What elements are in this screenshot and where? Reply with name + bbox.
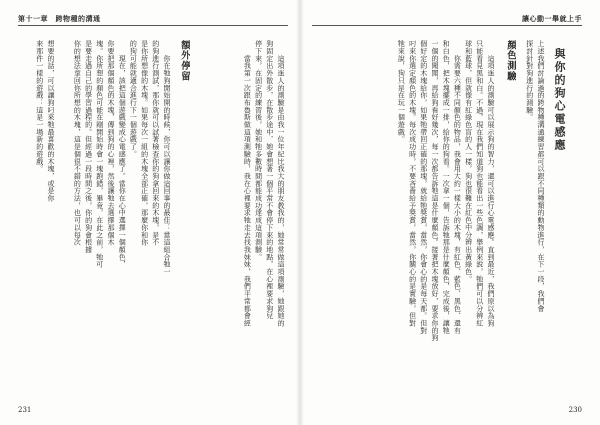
body-line: 是要走過自己的學習過程的。但經過一段時間之後，你的狗會根據 [84, 40, 93, 254]
intro-line: 探討針對狗進行的測驗。 [525, 40, 534, 121]
right-page-number: 230 [568, 406, 582, 414]
right-intro-block [522, 40, 546, 380]
body-line: 現在，該把這個遊戲變成心電感應了。當你在心中選擇一個顏色， [118, 40, 127, 268]
left-header-rule [18, 25, 288, 26]
body-line: 想要的話，可以讓狗叼來牠最喜歡的木塊，或是你 [47, 40, 55, 202]
body-line: 的狗可能就適合進行下一個遊戲了。 [129, 40, 138, 158]
left-running-header: 第十一章 跨物種的溝通 [18, 14, 101, 23]
body-line: 這項迷人的測驗是由我一位年紀比我大的朋友教我的，她常常做這項測驗，她跟她的 [277, 40, 285, 327]
body-line: 你要把那個顏色的木塊，傳到狗的心裡，然後讓牠去選擇那個木 [106, 40, 115, 246]
body-line: 一個的聞聞，再給狗看好幾次，每一次都告訴牠這是什麼顏色。接著把木塊放好，要求你的狗 [430, 40, 439, 342]
body-line: 來那件一樣的遊戲：這是一場新的遊戲。 [35, 40, 44, 173]
right-header-rule [312, 25, 582, 26]
body-line: 你的想法拿回你所想的木塊，這是個很不錯的方法，也可以每次 [73, 40, 82, 246]
body-line: 叼來你選定顏色的木塊。每次成功時，不要吝嗇給予獎賞，當然，你關心的是實驗，但對 [408, 40, 417, 327]
body-line: 你需要六種不同顏色的物品，我會用大約一樣大小的木塊，有紅色、藍色、黑色、還有 [453, 40, 462, 334]
body-line: 球和藍球，但就像有紅綠色盲的人一樣，狗也很難在紅色中分辨出黃綠色。 [464, 40, 473, 283]
right-section-title: 與你的狗心電感應 [553, 48, 566, 152]
body-line: 和白色，把木塊擺成一排，給你的狗看。一次拿一個，告訴牠那是什麼顏色，完成後，讓牠 [442, 40, 451, 334]
right-body-block [392, 40, 496, 380]
body-line: 狗固定出外散步，在散步途中，她會想著一個平常不會停下來的地點，在心裡要求狗兒 [265, 40, 274, 320]
right-subheading: 顏色測驗 [505, 40, 516, 82]
body-line: 牠來說，狗只是在玩一個遊戲。 [397, 40, 406, 143]
body-line: 這項迷人的測驗可以展示狗的智力，還可以進行心電感應。直到最近，我們原以為狗 [487, 40, 495, 327]
body-line: 個好定的木塊給你，如果牠帶回正確的那塊，就給牠獎賞，當然，你會心的是每天都。但對 [419, 40, 428, 334]
left-body-block-1 [62, 40, 172, 380]
left-page-number: 231 [18, 406, 32, 414]
body-line: 你在牠狗開始開的時候，你可以讓你做這回事的最佳：當這組合牠一 [163, 40, 171, 276]
left-subheading: 額外停留 [179, 40, 190, 82]
body-line: 停下來，在固定的練習後，她和牠多數時間都能成功達成這項測驗。 [254, 40, 263, 261]
body-line: 是你所想像的木塊。如果每次一組的木塊全部正確，那麼你和你 [140, 40, 149, 246]
left-body-block-0 [20, 40, 56, 380]
right-page [300, 0, 600, 425]
body-line [22, 40, 33, 380]
intro-line: 上述我們討論過的跨物種溝通練習都可以跟不同種類的動物進行，在下一段，我們會 [537, 40, 545, 312]
body-line: 只能看見黑和白。不過，現在我們知道狗也能看出一些色調，舉例來說，牠們可以分辨紅 [475, 40, 484, 327]
body-line: 當我第一次跟布魯斯做這項測驗時，我在心裡要求牠走去找我妹妹，我們平常都會經 [243, 40, 252, 327]
right-running-header: 讓心動一舉就上手 [522, 14, 582, 23]
left-body-block-2 [186, 40, 286, 380]
body-line: 的狗進行測試，那你就可以試著檢查你的狗拿回來的木塊，是不 [151, 40, 160, 246]
body-line: 塊。你所想的顏色可能在剛開始時會一塊跑錯，畢竟，在此之前，牠可 [95, 40, 104, 268]
